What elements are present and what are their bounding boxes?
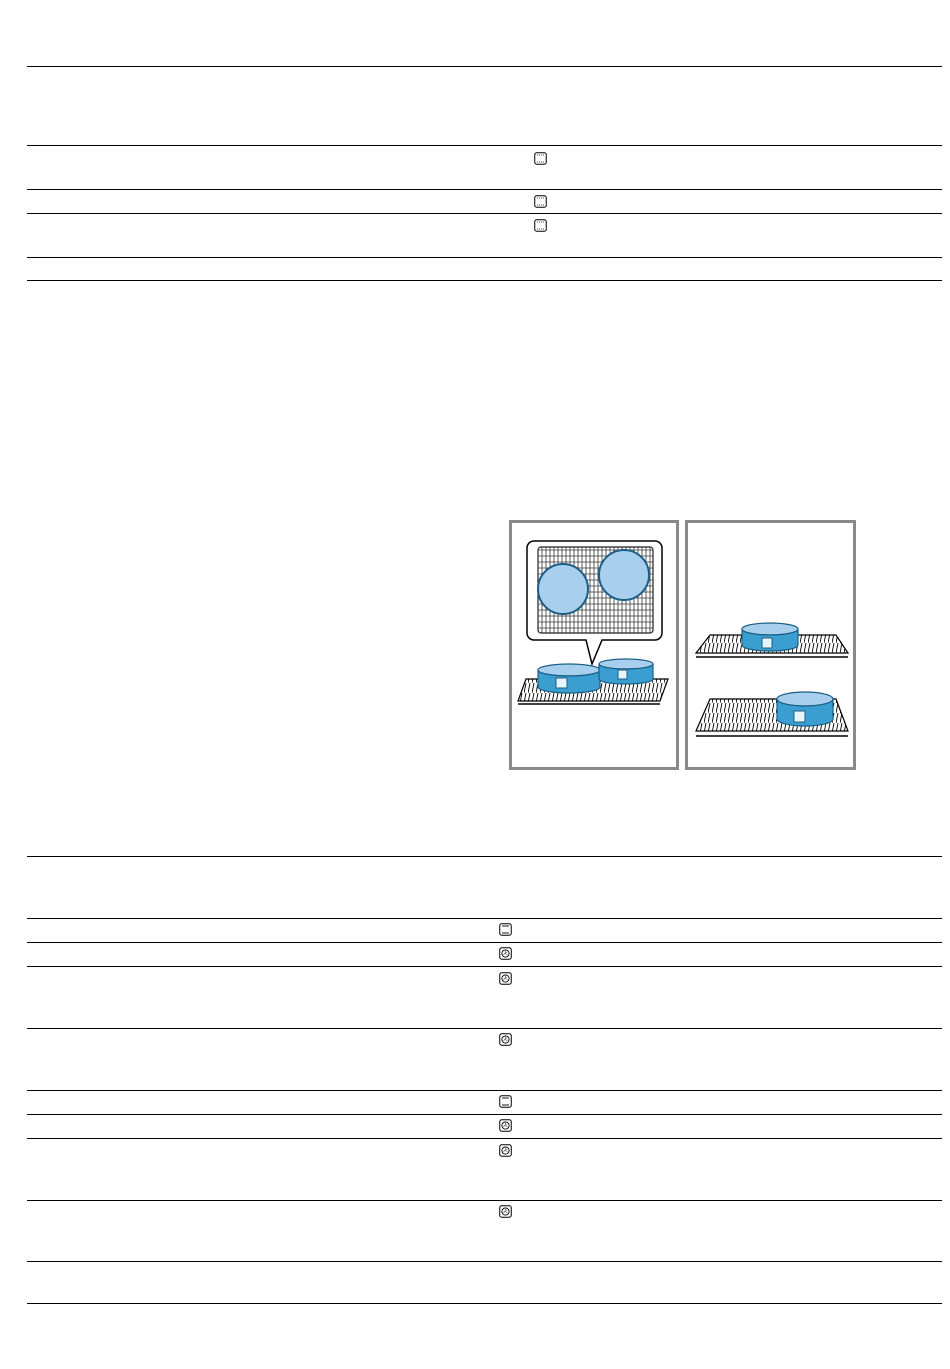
table-rule <box>27 66 942 67</box>
two-rack-panel <box>685 520 856 770</box>
callout-top-view <box>527 541 662 664</box>
top-bottom-heating-icon <box>534 195 547 208</box>
hot-air-fan-icon <box>499 1119 512 1132</box>
table-rule <box>27 1028 942 1029</box>
table-rule <box>27 1303 942 1304</box>
single-rack-panel <box>509 520 679 770</box>
rack-with-two-pans <box>518 659 668 704</box>
table-rule <box>27 1114 942 1115</box>
table-rule <box>27 145 942 146</box>
table-rule <box>27 189 942 190</box>
hot-air-fan-icon <box>499 972 512 985</box>
baking-placement-figure <box>509 520 856 770</box>
table-rule <box>27 280 942 281</box>
table-rule <box>27 942 942 943</box>
pan-top-left <box>538 564 588 614</box>
pan-top-right <box>599 550 649 600</box>
top-bottom-heating-icon <box>499 923 512 936</box>
table-rule <box>27 1200 942 1201</box>
table-rule <box>27 966 942 967</box>
hot-air-fan-icon <box>499 1205 512 1218</box>
table-rule <box>27 918 942 919</box>
table-rule <box>27 856 942 857</box>
table-rule <box>27 257 942 258</box>
top-bottom-heating-icon <box>534 219 547 232</box>
top-bottom-heating-icon <box>499 1095 512 1108</box>
hot-air-fan-icon <box>499 1144 512 1157</box>
table-rule <box>27 1138 942 1139</box>
hot-air-fan-icon <box>499 1033 512 1046</box>
table-rule <box>27 1261 942 1262</box>
upper-rack-with-pan <box>696 623 848 657</box>
lower-rack-with-pan <box>696 692 848 736</box>
table-rule <box>27 1090 942 1091</box>
top-bottom-heating-icon <box>534 152 547 165</box>
table-rule <box>27 213 942 214</box>
hot-air-fan-icon <box>499 947 512 960</box>
